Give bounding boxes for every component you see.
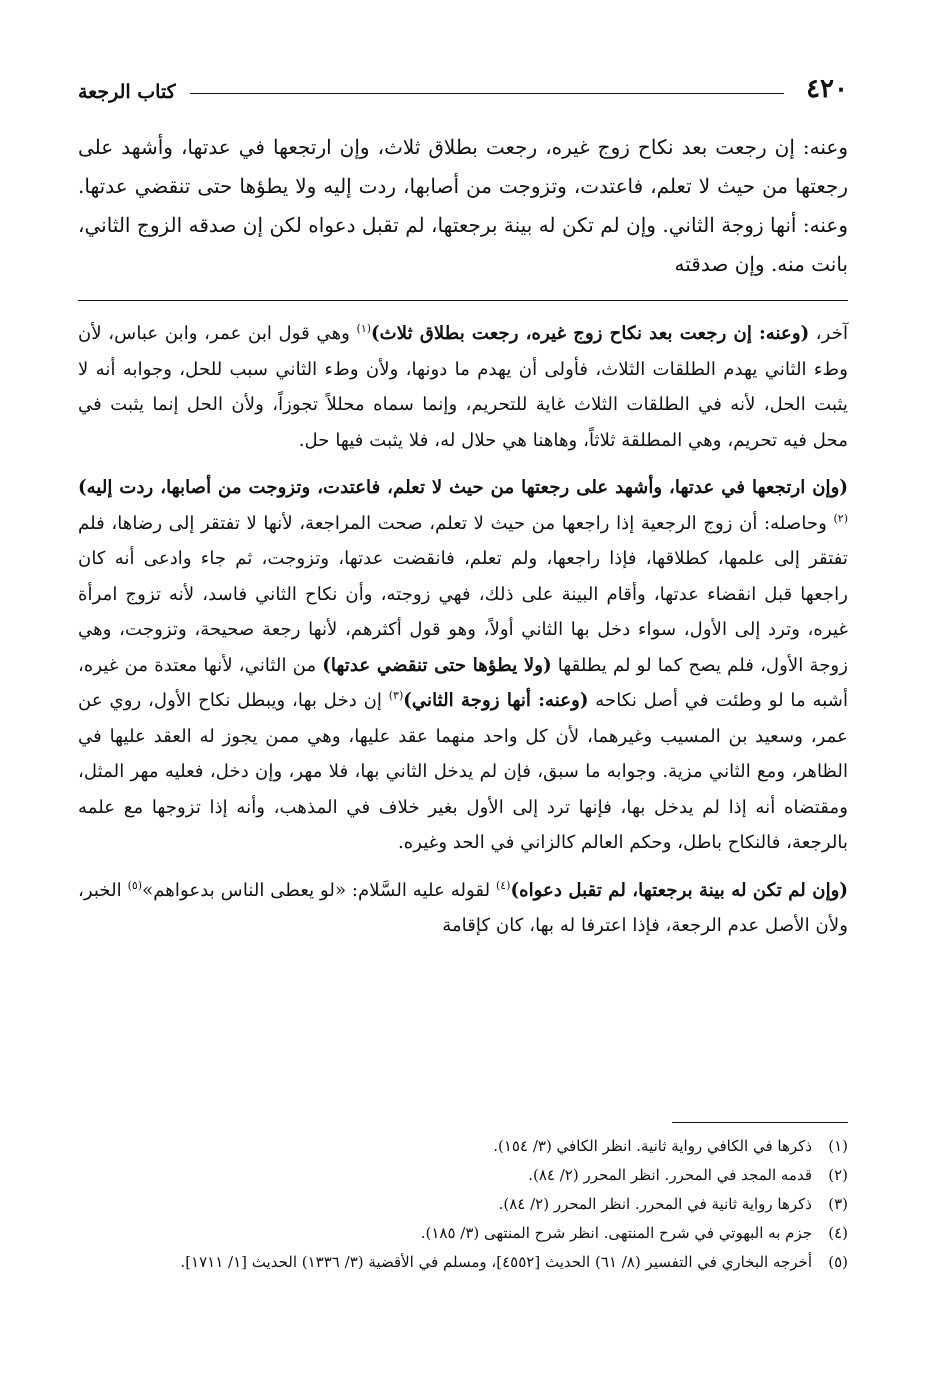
footnote [78,1219,848,1248]
plain-text: وهي قول ابن عمر، وابن عباس، لأن وطء الثاني يهدم الطلقات الثلاث، فأولى أن يهدم ما دونها، ولأن وطء الثاني سبب للحل، وجوابه أنه لا يثبت الحل، لأنه في الطلقات الثلاث غاية للتحريم، وإنما سماه محللاً تجوزاً، ولأن الحل إنما يثبت في محل فيه تحريم، وهي المطلقة ثلاثاً، وهاهنا هي حلال له، فلا يثبت فيها حل. [78,323,848,451]
footnote-ref: (٤) [495,878,511,892]
footnote-text: ذكرها في الكافي رواية ثانية. انظر الكافي (٣/ ١٥٤). [493,1137,812,1155]
footnote-ref: (٢) [833,511,848,525]
footnote [78,1161,848,1190]
sharh-commentary [78,316,848,956]
footnote-text: أخرجه البخاري في التفسير (٨/ ٦١) الحديث [٤٥٥٢]، ومسلم في الأقضية (٣/ ١٣٣٦) الحديث [١/ ١٧١١]. [180,1253,812,1271]
footnote-number: (٥) [828,1253,848,1271]
page-header [78,70,848,102]
footnote-text: ذكرها رواية ثانية في المحرر. انظر المحرر (٢/ ٨٤). [498,1195,812,1213]
quoted-matn: (وعنه: أنها زوجة الثاني) [403,690,589,711]
footnotes-rule [672,1122,848,1123]
plain-text: لقوله عليه السَّلام: «لو يعطى الناس بدعواهم» [142,879,496,901]
running-title: كتاب الرجعة [78,81,176,103]
footnote-number: (٣) [828,1195,848,1213]
footnote-text: جزم به البهوتي في شرح المنتهى. انظر شرح المنتهى (٣/ ١٨٥). [420,1224,812,1242]
plain-text: الخبر، ولأن الأصل عدم الرجعة، فإذا اعترفا له بها، كان كإقامة [78,879,848,936]
quoted-matn: (وإن لم تكن له بينة برجعتها، لم تقبل دعواه) [510,879,849,901]
footnote [78,1248,848,1277]
header-rule [190,93,784,94]
plain-text: إن دخل بها، ويبطل نكاح الأول، روي عن عمر، وسعيد بن المسيب وغيرهما، لأن كل واحد منهما عقد عليها، وهي ممن يجوز له العقد عليها في الظاهر، ومع الثاني مزية. وجوابه ما سبق، فإن لم يدخل الثاني بها، فلا مهر، وإن دخل، فعليه مهر المثل، ومقتضاه أنه إذا لم يدخل بها، فإنها ترد إلى الأول بغير خلاف في المذهب، وأنه إذا تزوجها مع علمه بالرجعة، فالنكاح باطل، وحكم العالم كالزاني في الحد وغيره. [78,690,848,853]
footnote-text: قدمه المجد في المحرر. انظر المحرر (٢/ ٨٤). [528,1166,812,1184]
plain-text: وحاصله: أن زوج الرجعية إذا راجعها من حيث لا تعلم، صحت المراجعة، لأنها لا تفتقر إلى رضاها، فلم تفتقر إلى علمها، كطلاقها، فإذا راجعها، ولم تعلم، فانقضت عدتها، وتزوجت، ثم جاء وادعى أنه كان راجعها قبل انقضاء عدتها، وأقام البينة على ذلك، فهي زوجته، وأن نكاح الثاني فاسد، لأنه تزوج امرأة غيره، وترد إلى الأول، سواء دخل بها الثاني أولاً، وهو قول أكثرهم، لأنها رجعة صحيحة، وتزوجت، وهي زوجة الأول، فلم يصح كما لو لم يطلقها [78,512,849,676]
quoted-matn: (ولا يطؤها حتى تنقضي عدتها) [322,654,552,676]
matn-text-block [78,128,848,284]
footnote-ref: (١) [356,321,372,335]
plain-text: من الثاني، لأنها معتدة من غيره، أشبه ما لو وطئت في أصل نكاحه [78,654,848,711]
plain-text: آخر، [809,323,848,344]
footnotes [78,1132,848,1277]
footnote-number: (٤) [828,1224,848,1242]
footnote-ref: (٥) [127,878,143,892]
matn-paragraph: وعنه: إن رجعت بعد نكاح زوج غيره، رجعت بطلاق ثلاث، وإن ارتجعها في عدتها، وأشهد على رجعتها من حيث لا تعلم، فاعتدت، وتزوجت من أصابها، ردت إليه ولا يطؤها حتى تنقضي عدتها. وعنه: أنها زوجة الثاني. وإن لم تكن له بينة برجعتها، لم تقبل دعواه لكن إن صدقه الزوج الثاني، بانت منه. وإن صدقته [78,135,848,276]
sharh-paragraph-3 [78,873,848,944]
quoted-matn: (وعنه: إن رجعت بعد نكاح زوج غيره، رجعت بطلاق ثلاث) [371,323,810,344]
footnote-ref: (٣) [388,688,404,702]
matn-sharh-divider [78,300,848,301]
footnote-number: (٢) [828,1166,848,1184]
sharh-paragraph-1 [78,316,848,458]
quoted-matn: (وإن ارتجعها في عدتها، وأشهد على رجعتها من حيث لا تعلم، فاعتدت، وتزوجت من أصابها، ردت إليه) [78,477,848,498]
footnote [78,1132,848,1161]
sharh-paragraph-2 [78,470,848,861]
page-number: ٤٢٠ [806,74,848,104]
footnote-number: (١) [828,1137,848,1155]
footnote [78,1190,848,1219]
